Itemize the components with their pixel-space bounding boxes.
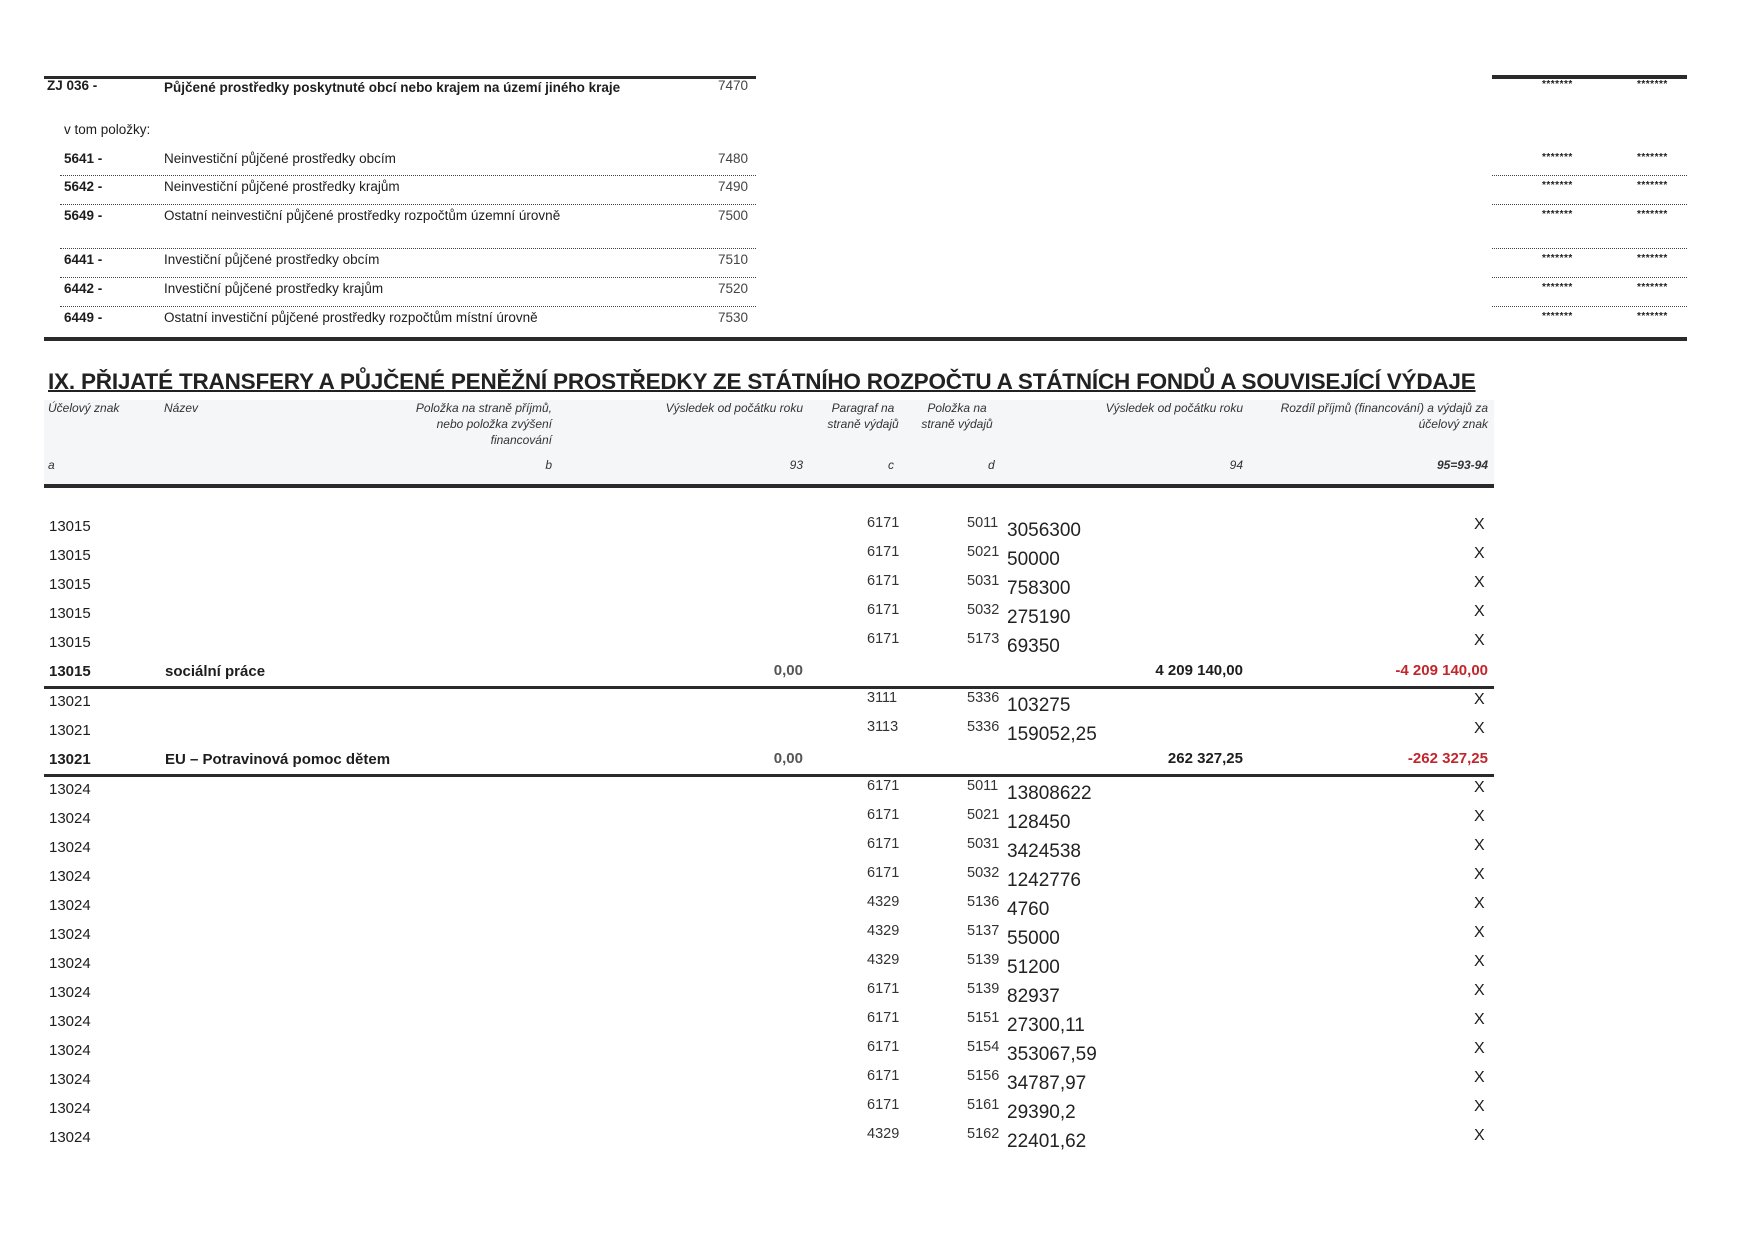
- row-stars-2: *******: [1637, 311, 1668, 322]
- paragraf: 6171: [867, 544, 900, 560]
- amount: 128450: [1007, 812, 1071, 833]
- amount: 1242776: [1007, 870, 1081, 891]
- x-mark: X: [1474, 837, 1485, 854]
- table-row: [0, 1065, 1759, 1094]
- row-code: 5649 -: [64, 208, 103, 223]
- table-row: [0, 628, 1759, 657]
- polozka: 5032: [967, 602, 1000, 618]
- row-line: 7480: [718, 151, 749, 166]
- paragraf: 4329: [867, 952, 900, 968]
- row-stars-1: *******: [1542, 180, 1573, 191]
- hdr-paragraf-2: straně výdajů: [827, 417, 899, 431]
- amount: 159052,25: [1007, 724, 1097, 745]
- row-name: Neinvestiční půjčené prostředky obcím: [164, 151, 396, 166]
- row-stars-2: *******: [1637, 152, 1668, 163]
- table-row: [0, 1007, 1759, 1036]
- row-stars-2: *******: [1637, 282, 1668, 293]
- amount: 34787,97: [1007, 1073, 1087, 1094]
- row-line: 7520: [718, 281, 749, 296]
- paragraf: 6171: [867, 1097, 900, 1113]
- x-mark: X: [1474, 574, 1485, 591]
- x-mark: X: [1474, 1011, 1485, 1028]
- paragraf: 6171: [867, 1039, 900, 1055]
- subtotal-name: sociální práce: [165, 663, 266, 680]
- row-stars-1: *******: [1542, 311, 1573, 322]
- ucelovy-znak: 13024: [49, 839, 91, 856]
- amount: 758300: [1007, 578, 1071, 599]
- table-row: [0, 775, 1759, 804]
- section8-bottom-rule: [44, 337, 1687, 341]
- table-row: [0, 920, 1759, 949]
- colcode-d: d: [988, 458, 995, 472]
- x-mark: X: [1474, 895, 1485, 912]
- table-row: [0, 1123, 1759, 1152]
- polozka: 5139: [967, 952, 1000, 968]
- polozka: 5021: [967, 544, 1000, 560]
- row-code: 6441 -: [64, 252, 103, 267]
- subtotal-95: -4 209 140,00: [1395, 662, 1488, 679]
- row-name: Ostatní neinvestiční půjčené prostředky rozpočtům územní úrovně: [164, 208, 561, 223]
- paragraf: 6171: [867, 631, 900, 647]
- ucelovy-znak: 13024: [49, 781, 91, 798]
- amount: 51200: [1007, 957, 1060, 978]
- x-mark: X: [1474, 1040, 1485, 1057]
- ucelovy-znak: 13024: [49, 1071, 91, 1088]
- dotted-line: [1492, 204, 1687, 205]
- row-name: Investiční půjčené prostředky krajům: [164, 281, 384, 296]
- paragraf: 6171: [867, 865, 900, 881]
- amount: 55000: [1007, 928, 1060, 949]
- x-mark: X: [1474, 1098, 1485, 1115]
- subtotal-93: 0,00: [773, 662, 803, 679]
- paragraf: 6171: [867, 602, 900, 618]
- dotted-line: [60, 248, 756, 249]
- main-line: 7470: [718, 78, 749, 93]
- polozka: 5162: [967, 1126, 1000, 1142]
- paragraf: 6171: [867, 1068, 900, 1084]
- polozka: 5021: [967, 807, 1000, 823]
- ucelovy-znak: 13015: [49, 634, 91, 651]
- amount: 69350: [1007, 636, 1060, 657]
- x-mark: X: [1474, 953, 1485, 970]
- hdr-vysledek-93: Výsledek od počátku roku: [665, 401, 803, 415]
- ucelovy-znak: 13024: [49, 897, 91, 914]
- subtotal-row: [0, 745, 1759, 774]
- table-row: [0, 512, 1759, 541]
- table-row: [0, 804, 1759, 833]
- row-code: 5641 -: [64, 151, 103, 166]
- subtotal-row: [0, 657, 1759, 686]
- section9-title: IX. PŘIJATÉ TRANSFERY A PŮJČENÉ PENĚŽNÍ PROSTŘEDKY ZE STÁTNÍHO ROZPOČTU A STÁTNÍCH FONDŮ A SOUVISEJÍCÍ VÝDAJE: [48, 369, 1476, 394]
- table-row: [0, 833, 1759, 862]
- amount: 27300,11: [1007, 1015, 1085, 1036]
- row-line: 7490: [718, 179, 749, 194]
- row-stars-1: *******: [1542, 209, 1573, 220]
- ucelovy-znak: 13015: [49, 547, 91, 564]
- x-mark: X: [1474, 1127, 1485, 1144]
- polozka: 5031: [967, 573, 1000, 589]
- row-code: 6442 -: [64, 281, 103, 296]
- hdr-ucelovy-znak: Účelový znak: [48, 401, 120, 415]
- paragraf: 6171: [867, 778, 900, 794]
- x-mark: X: [1474, 982, 1485, 999]
- polozka: 5154: [967, 1039, 1000, 1055]
- dotted-line: [1492, 175, 1687, 176]
- dotted-line: [1492, 248, 1687, 249]
- row-name: Neinvestiční půjčené prostředky krajům: [164, 179, 400, 194]
- main-name: Půjčené prostředky poskytnuté obcí nebo krajem na území jiného kraje: [164, 80, 621, 95]
- ucelovy-znak: 13015: [49, 518, 91, 535]
- x-mark: X: [1474, 632, 1485, 649]
- x-mark: X: [1474, 924, 1485, 941]
- paragraf: 4329: [867, 894, 900, 910]
- colcode-c: c: [888, 458, 894, 472]
- row-code: 6449 -: [64, 310, 103, 325]
- paragraf: 6171: [867, 1010, 900, 1026]
- hdr-polozka-vydaju-2: straně výdajů: [921, 417, 993, 431]
- dotted-line: [1492, 277, 1687, 278]
- x-mark: X: [1474, 779, 1485, 796]
- paragraf: 6171: [867, 573, 900, 589]
- row-line: 7510: [718, 252, 749, 267]
- table-row: [0, 1036, 1759, 1065]
- main-stars-2: *******: [1637, 79, 1668, 90]
- row-stars-2: *******: [1637, 253, 1668, 264]
- table-row: [0, 541, 1759, 570]
- colcode-b: b: [545, 458, 552, 472]
- table-row: [0, 978, 1759, 1007]
- polozka: 5032: [967, 865, 1000, 881]
- hdr-polozka-vydaju-1: Položka na: [927, 401, 987, 415]
- amount: 103275: [1007, 695, 1071, 716]
- paragraf: 4329: [867, 923, 900, 939]
- polozka: 5161: [967, 1097, 1000, 1113]
- table-row: [0, 716, 1759, 745]
- ucelovy-znak: 13024: [49, 1100, 91, 1117]
- colcode-a: a: [48, 458, 55, 472]
- polozka: 5139: [967, 981, 1000, 997]
- amount: 50000: [1007, 549, 1060, 570]
- amount: 22401,62: [1007, 1131, 1087, 1152]
- polozka: 5173: [967, 631, 1000, 647]
- hdr-nazev: Název: [164, 401, 199, 415]
- polozka: 5137: [967, 923, 1000, 939]
- x-mark: X: [1474, 808, 1485, 825]
- dotted-line: [1492, 306, 1687, 307]
- colcode-95: 95=93-94: [1436, 458, 1488, 472]
- hdr-paragraf-1: Paragraf na: [831, 401, 895, 415]
- ucelovy-znak: 13024: [49, 955, 91, 972]
- table-row: [0, 570, 1759, 599]
- row-stars-1: *******: [1542, 282, 1573, 293]
- x-mark: X: [1474, 691, 1485, 708]
- row-stars-1: *******: [1542, 152, 1573, 163]
- x-mark: X: [1474, 545, 1485, 562]
- polozka: 5011: [967, 778, 999, 794]
- row-stars-2: *******: [1637, 209, 1668, 220]
- hdr-polozka-prijmu-1: Položka na straně příjmů,: [415, 401, 552, 415]
- ucelovy-znak: 13024: [49, 1013, 91, 1030]
- polozka: 5336: [967, 719, 1000, 735]
- polozka: 5136: [967, 894, 1000, 910]
- row-name: Ostatní investiční půjčené prostředky rozpočtům místní úrovně: [164, 310, 538, 325]
- table-row: [0, 862, 1759, 891]
- row-stars-2: *******: [1637, 180, 1668, 191]
- x-mark: X: [1474, 866, 1485, 883]
- ucelovy-znak: 13024: [49, 1042, 91, 1059]
- colcode-93: 93: [789, 458, 803, 472]
- amount: 4760: [1007, 899, 1050, 920]
- ucelovy-znak: 13021: [49, 751, 91, 768]
- amount: 3424538: [1007, 841, 1081, 862]
- main-code: ZJ 036 -: [47, 78, 98, 93]
- x-mark: X: [1474, 720, 1485, 737]
- ucelovy-znak: 13024: [49, 926, 91, 943]
- ucelovy-znak: 13024: [49, 984, 91, 1001]
- paragraf: 6171: [867, 981, 900, 997]
- subtotal-name: EU – Potravinová pomoc dětem: [165, 751, 391, 768]
- table-row: [0, 891, 1759, 920]
- table-row: [0, 687, 1759, 716]
- polozka: 5031: [967, 836, 1000, 852]
- polozka: 5156: [967, 1068, 1000, 1084]
- row-stars-1: *******: [1542, 253, 1573, 264]
- paragraf: 6171: [867, 836, 900, 852]
- amount: 82937: [1007, 986, 1060, 1007]
- hdr-polozka-prijmu-3: financování: [490, 433, 552, 447]
- ucelovy-znak: 13021: [49, 693, 91, 710]
- subtotal-95: -262 327,25: [1407, 750, 1488, 767]
- ucelovy-znak: 13015: [49, 605, 91, 622]
- hdr-polozka-prijmu-2: nebo položka zvýšení: [436, 417, 552, 431]
- paragraf: 6171: [867, 515, 900, 531]
- ucelovy-znak: 13024: [49, 810, 91, 827]
- polozka: 5336: [967, 690, 1000, 706]
- paragraf: 3111: [867, 690, 898, 706]
- amount: 29390,2: [1007, 1102, 1076, 1123]
- ucelovy-znak: 13024: [49, 1129, 91, 1146]
- dotted-line: [60, 306, 756, 307]
- amount: 13808622: [1007, 783, 1092, 804]
- x-mark: X: [1474, 603, 1485, 620]
- dotted-line: [60, 204, 756, 205]
- header-bottom-rule: [44, 484, 1494, 488]
- amount: 353067,59: [1007, 1044, 1097, 1065]
- paragraf: 3113: [867, 719, 899, 735]
- paragraf: 4329: [867, 1126, 900, 1142]
- main-stars-1: *******: [1542, 79, 1573, 90]
- colcode-94: 94: [1229, 458, 1243, 472]
- hdr-rozdil-2: účelový znak: [1418, 417, 1488, 431]
- ucelovy-znak: 13015: [49, 576, 91, 593]
- subtotal-94: 4 209 140,00: [1155, 662, 1243, 679]
- hdr-rozdil-1: Rozdíl příjmů (financování) a výdajů za: [1280, 401, 1488, 415]
- polozka: 5011: [967, 515, 999, 531]
- subtotal-93: 0,00: [773, 750, 803, 767]
- subtotal-94: 262 327,25: [1167, 750, 1243, 767]
- dotted-line: [60, 175, 756, 176]
- row-line: 7500: [718, 208, 749, 223]
- row-line: 7530: [718, 310, 749, 325]
- amount: 3056300: [1007, 520, 1081, 541]
- subheader: v tom položky:: [64, 122, 151, 137]
- x-mark: X: [1474, 1069, 1485, 1086]
- dotted-line: [60, 277, 756, 278]
- polozka: 5151: [967, 1010, 1000, 1026]
- hdr-vysledek-94: Výsledek od počátku roku: [1105, 401, 1243, 415]
- table-row: [0, 1094, 1759, 1123]
- paragraf: 6171: [867, 807, 900, 823]
- ucelovy-znak: 13015: [49, 663, 91, 680]
- table-row: [0, 949, 1759, 978]
- row-code: 5642 -: [64, 179, 103, 194]
- row-name: Investiční půjčené prostředky obcím: [164, 252, 380, 267]
- ucelovy-znak: 13024: [49, 868, 91, 885]
- ucelovy-znak: 13021: [49, 722, 91, 739]
- table-row: [0, 599, 1759, 628]
- x-mark: X: [1474, 516, 1485, 533]
- amount: 275190: [1007, 607, 1071, 628]
